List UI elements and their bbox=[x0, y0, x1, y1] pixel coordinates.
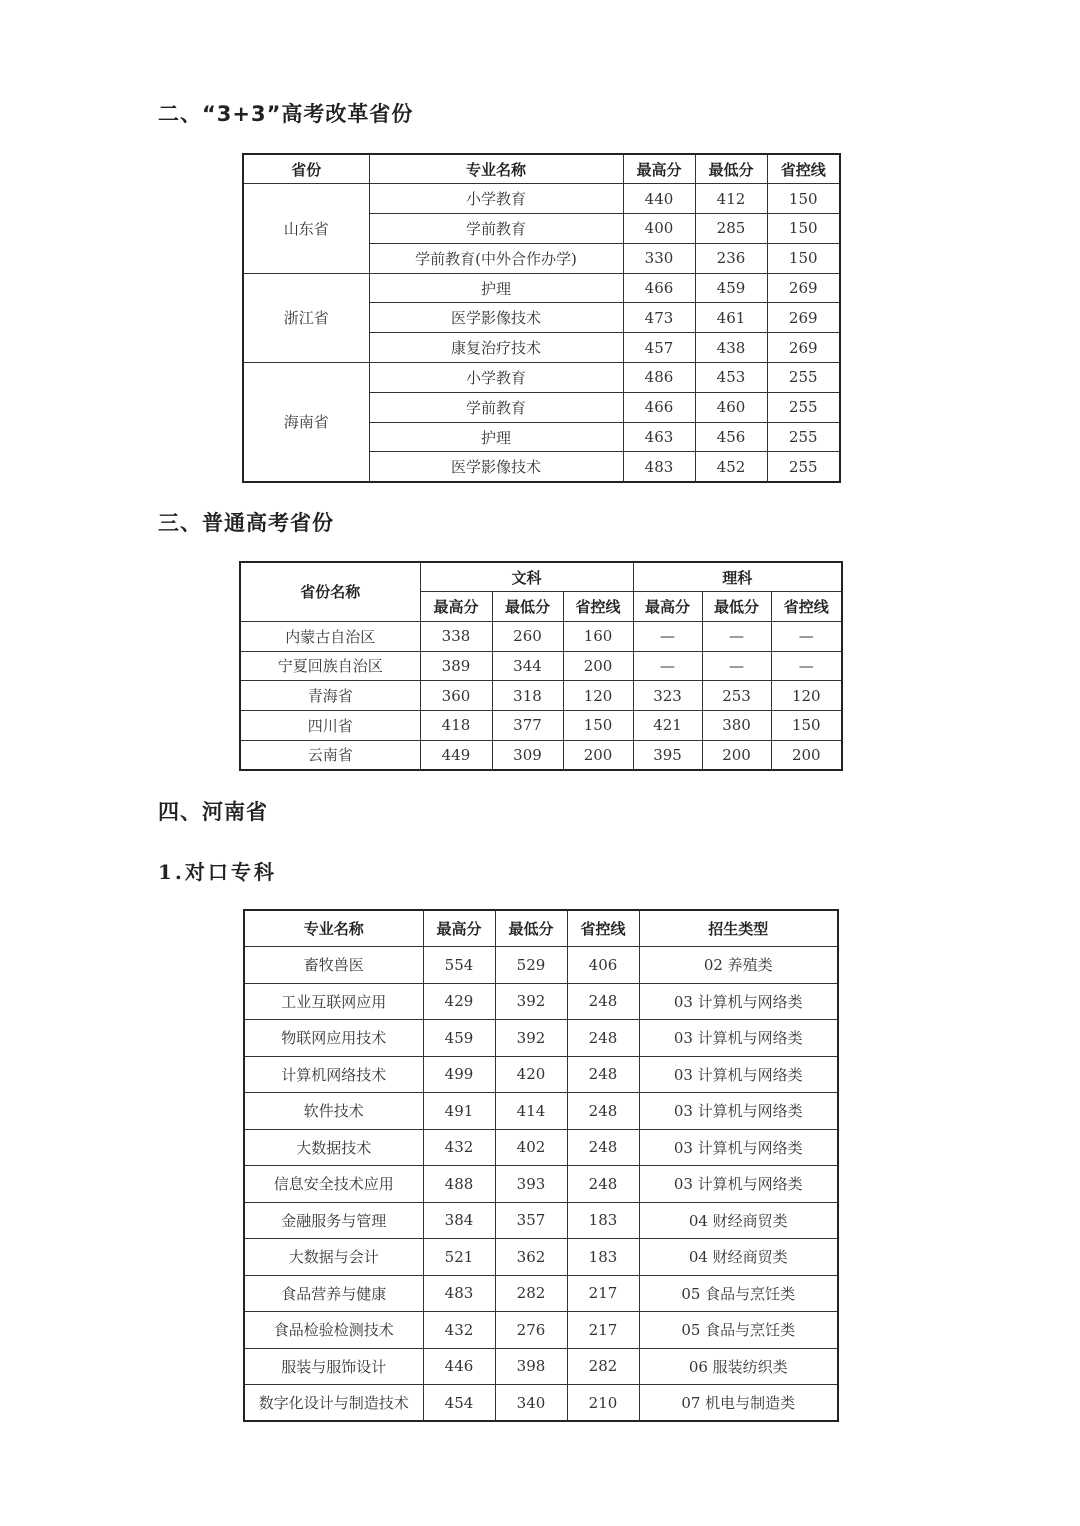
score-cell: 330 bbox=[623, 243, 695, 273]
major-cell: 食品营养与健康 bbox=[244, 1275, 423, 1312]
major-cell: 物联网应用技术 bbox=[244, 1020, 423, 1057]
score-cell: 200 bbox=[563, 740, 633, 770]
score-cell: 418 bbox=[420, 710, 492, 740]
table-row bbox=[240, 740, 842, 770]
header-province-name: 省份名称 bbox=[240, 562, 420, 621]
header-science: 理科 bbox=[633, 562, 842, 592]
score-cell: 486 bbox=[623, 363, 695, 393]
score-cell: 414 bbox=[495, 1093, 567, 1130]
subheader-cell: 最低分 bbox=[492, 592, 563, 622]
column-header: 专业名称 bbox=[369, 154, 623, 184]
score-cell: 269 bbox=[767, 273, 840, 303]
table-row bbox=[244, 1202, 838, 1239]
score-cell: 150 bbox=[767, 214, 840, 244]
score-cell: 395 bbox=[633, 740, 702, 770]
major-cell: 软件技术 bbox=[244, 1093, 423, 1130]
province-cell: 内蒙古自治区 bbox=[240, 621, 420, 651]
score-cell: 461 bbox=[695, 303, 767, 333]
score-cell: 459 bbox=[695, 273, 767, 303]
enrollment-type-cell: 03 计算机与网络类 bbox=[639, 1093, 838, 1130]
score-cell: 282 bbox=[495, 1275, 567, 1312]
score-cell: 392 bbox=[495, 1020, 567, 1057]
score-cell: 380 bbox=[702, 710, 771, 740]
column-header: 省控线 bbox=[767, 154, 840, 184]
enrollment-type-cell: 03 计算机与网络类 bbox=[639, 1166, 838, 1203]
table-row bbox=[243, 273, 840, 303]
column-header: 最低分 bbox=[695, 154, 767, 184]
score-cell: — bbox=[702, 651, 771, 681]
table-row bbox=[240, 621, 842, 651]
enrollment-type-cell: 03 计算机与网络类 bbox=[639, 1129, 838, 1166]
score-cell: 466 bbox=[623, 392, 695, 422]
enrollment-type-cell: 05 食品与烹饪类 bbox=[639, 1312, 838, 1349]
table-row bbox=[243, 184, 840, 214]
score-cell: 282 bbox=[567, 1348, 639, 1385]
table-row bbox=[244, 1020, 838, 1057]
general-gaokao-table bbox=[239, 561, 843, 771]
major-cell: 学前教育 bbox=[369, 214, 623, 244]
score-cell: 473 bbox=[623, 303, 695, 333]
enrollment-type-cell: 04 财经商贸类 bbox=[639, 1239, 838, 1276]
section-4-heading: 四、河南省 bbox=[158, 800, 268, 824]
score-cell: 466 bbox=[623, 273, 695, 303]
column-header: 省控线 bbox=[567, 910, 639, 947]
major-cell: 小学教育 bbox=[369, 184, 623, 214]
major-cell: 数字化设计与制造技术 bbox=[244, 1385, 423, 1422]
score-cell: 459 bbox=[423, 1020, 495, 1057]
score-cell: 463 bbox=[623, 422, 695, 452]
enrollment-type-cell: 03 计算机与网络类 bbox=[639, 1056, 838, 1093]
table-row bbox=[244, 947, 838, 984]
table-row bbox=[240, 710, 842, 740]
score-cell: 236 bbox=[695, 243, 767, 273]
table-row bbox=[244, 1166, 838, 1203]
score-cell: 120 bbox=[563, 681, 633, 711]
score-cell: 438 bbox=[695, 333, 767, 363]
enrollment-type-cell: 05 食品与烹饪类 bbox=[639, 1275, 838, 1312]
score-cell: 344 bbox=[492, 651, 563, 681]
score-cell: 183 bbox=[567, 1202, 639, 1239]
table-row bbox=[240, 681, 842, 711]
score-cell: 318 bbox=[492, 681, 563, 711]
score-cell: 432 bbox=[423, 1312, 495, 1349]
major-cell: 医学影像技术 bbox=[369, 303, 623, 333]
table-row bbox=[244, 1129, 838, 1166]
column-header: 省份 bbox=[243, 154, 369, 184]
province-cell: 宁夏回族自治区 bbox=[240, 651, 420, 681]
score-cell: 150 bbox=[771, 710, 842, 740]
subheader-cell: 最高分 bbox=[420, 592, 492, 622]
column-header: 最高分 bbox=[623, 154, 695, 184]
score-cell: 210 bbox=[567, 1385, 639, 1422]
score-cell: 429 bbox=[423, 983, 495, 1020]
table-row bbox=[243, 363, 840, 393]
score-cell: 217 bbox=[567, 1275, 639, 1312]
section-4-subheading: 1.对口专科 bbox=[158, 860, 277, 884]
score-cell: 338 bbox=[420, 621, 492, 651]
score-cell: 255 bbox=[767, 363, 840, 393]
province-cell: 四川省 bbox=[240, 710, 420, 740]
score-cell: 150 bbox=[767, 184, 840, 214]
header-row bbox=[244, 910, 838, 947]
major-cell: 畜牧兽医 bbox=[244, 947, 423, 984]
score-cell: 276 bbox=[495, 1312, 567, 1349]
score-cell: 389 bbox=[420, 651, 492, 681]
subheader-cell: 最低分 bbox=[702, 592, 771, 622]
score-cell: 393 bbox=[495, 1166, 567, 1203]
major-cell: 服装与服饰设计 bbox=[244, 1348, 423, 1385]
major-cell: 大数据与会计 bbox=[244, 1239, 423, 1276]
score-cell: 309 bbox=[492, 740, 563, 770]
score-cell: 248 bbox=[567, 1056, 639, 1093]
enrollment-type-cell: 03 计算机与网络类 bbox=[639, 1020, 838, 1057]
table-row bbox=[244, 1093, 838, 1130]
score-cell: 360 bbox=[420, 681, 492, 711]
score-cell: 406 bbox=[567, 947, 639, 984]
subheader-cell: 省控线 bbox=[771, 592, 842, 622]
table-row bbox=[244, 1348, 838, 1385]
table-row bbox=[244, 1275, 838, 1312]
score-cell: 217 bbox=[567, 1312, 639, 1349]
table-row bbox=[244, 1312, 838, 1349]
henan-vocational-table bbox=[243, 909, 839, 1422]
score-cell: 454 bbox=[423, 1385, 495, 1422]
table-row bbox=[244, 983, 838, 1020]
score-cell: 248 bbox=[567, 1166, 639, 1203]
section-2-heading: 二、“3+3”高考改革省份 bbox=[158, 102, 414, 126]
score-cell: 285 bbox=[695, 214, 767, 244]
score-cell: 521 bbox=[423, 1239, 495, 1276]
major-cell: 计算机网络技术 bbox=[244, 1056, 423, 1093]
score-cell: 120 bbox=[771, 681, 842, 711]
column-header: 最高分 bbox=[423, 910, 495, 947]
score-cell: 483 bbox=[423, 1275, 495, 1312]
score-cell: 402 bbox=[495, 1129, 567, 1166]
score-cell: 421 bbox=[633, 710, 702, 740]
major-cell: 学前教育 bbox=[369, 392, 623, 422]
score-cell: 420 bbox=[495, 1056, 567, 1093]
table-row bbox=[244, 1056, 838, 1093]
score-cell: 440 bbox=[623, 184, 695, 214]
score-cell: 269 bbox=[767, 333, 840, 363]
score-cell: 412 bbox=[695, 184, 767, 214]
score-cell: — bbox=[633, 651, 702, 681]
score-cell: 150 bbox=[767, 243, 840, 273]
score-cell: 457 bbox=[623, 333, 695, 363]
score-cell: 150 bbox=[563, 710, 633, 740]
major-cell: 康复治疗技术 bbox=[369, 333, 623, 363]
column-header: 专业名称 bbox=[244, 910, 423, 947]
score-cell: — bbox=[702, 621, 771, 651]
score-cell: 491 bbox=[423, 1093, 495, 1130]
score-cell: 460 bbox=[695, 392, 767, 422]
score-cell: 357 bbox=[495, 1202, 567, 1239]
score-cell: 248 bbox=[567, 1129, 639, 1166]
score-cell: — bbox=[771, 621, 842, 651]
enrollment-type-cell: 03 计算机与网络类 bbox=[639, 983, 838, 1020]
province-cell: 海南省 bbox=[243, 363, 369, 482]
score-cell: 499 bbox=[423, 1056, 495, 1093]
enrollment-type-cell: 06 服装纺织类 bbox=[639, 1348, 838, 1385]
score-cell: — bbox=[633, 621, 702, 651]
gaokao-reform-table bbox=[242, 153, 841, 483]
score-cell: 200 bbox=[771, 740, 842, 770]
section-3-heading: 三、普通高考省份 bbox=[158, 511, 334, 535]
score-cell: 483 bbox=[623, 452, 695, 482]
score-cell: 384 bbox=[423, 1202, 495, 1239]
province-cell: 云南省 bbox=[240, 740, 420, 770]
score-cell: 449 bbox=[420, 740, 492, 770]
table-row bbox=[244, 1239, 838, 1276]
score-cell: 248 bbox=[567, 1020, 639, 1057]
province-cell: 青海省 bbox=[240, 681, 420, 711]
major-cell: 医学影像技术 bbox=[369, 452, 623, 482]
score-cell: 183 bbox=[567, 1239, 639, 1276]
major-cell: 工业互联网应用 bbox=[244, 983, 423, 1020]
score-cell: 529 bbox=[495, 947, 567, 984]
score-cell: 269 bbox=[767, 303, 840, 333]
score-cell: 377 bbox=[492, 710, 563, 740]
score-cell: 160 bbox=[563, 621, 633, 651]
subheader-cell: 省控线 bbox=[563, 592, 633, 622]
score-cell: 248 bbox=[567, 983, 639, 1020]
header-row bbox=[243, 154, 840, 184]
table-row bbox=[240, 651, 842, 681]
major-cell: 学前教育(中外合作办学) bbox=[369, 243, 623, 273]
score-cell: 392 bbox=[495, 983, 567, 1020]
header-arts: 文科 bbox=[420, 562, 633, 592]
score-cell: 255 bbox=[767, 392, 840, 422]
score-cell: 400 bbox=[623, 214, 695, 244]
major-cell: 护理 bbox=[369, 273, 623, 303]
province-cell: 浙江省 bbox=[243, 273, 369, 362]
score-cell: 446 bbox=[423, 1348, 495, 1385]
major-cell: 小学教育 bbox=[369, 363, 623, 393]
column-header: 最低分 bbox=[495, 910, 567, 947]
table-row bbox=[244, 1385, 838, 1422]
score-cell: 200 bbox=[563, 651, 633, 681]
major-cell: 金融服务与管理 bbox=[244, 1202, 423, 1239]
major-cell: 食品检验检测技术 bbox=[244, 1312, 423, 1349]
score-cell: 488 bbox=[423, 1166, 495, 1203]
column-header: 招生类型 bbox=[639, 910, 838, 947]
province-cell: 山东省 bbox=[243, 184, 369, 273]
score-cell: 340 bbox=[495, 1385, 567, 1422]
enrollment-type-cell: 07 机电与制造类 bbox=[639, 1385, 838, 1422]
score-cell: — bbox=[771, 651, 842, 681]
score-cell: 255 bbox=[767, 422, 840, 452]
score-cell: 253 bbox=[702, 681, 771, 711]
score-cell: 200 bbox=[702, 740, 771, 770]
major-cell: 大数据技术 bbox=[244, 1129, 423, 1166]
major-cell: 护理 bbox=[369, 422, 623, 452]
score-cell: 554 bbox=[423, 947, 495, 984]
score-cell: 323 bbox=[633, 681, 702, 711]
score-cell: 248 bbox=[567, 1093, 639, 1130]
score-cell: 398 bbox=[495, 1348, 567, 1385]
enrollment-type-cell: 04 财经商贸类 bbox=[639, 1202, 838, 1239]
score-cell: 452 bbox=[695, 452, 767, 482]
score-cell: 432 bbox=[423, 1129, 495, 1166]
score-cell: 260 bbox=[492, 621, 563, 651]
major-cell: 信息安全技术应用 bbox=[244, 1166, 423, 1203]
score-cell: 362 bbox=[495, 1239, 567, 1276]
enrollment-type-cell: 02 养殖类 bbox=[639, 947, 838, 984]
score-cell: 453 bbox=[695, 363, 767, 393]
score-cell: 456 bbox=[695, 422, 767, 452]
subheader-cell: 最高分 bbox=[633, 592, 702, 622]
score-cell: 255 bbox=[767, 452, 840, 482]
